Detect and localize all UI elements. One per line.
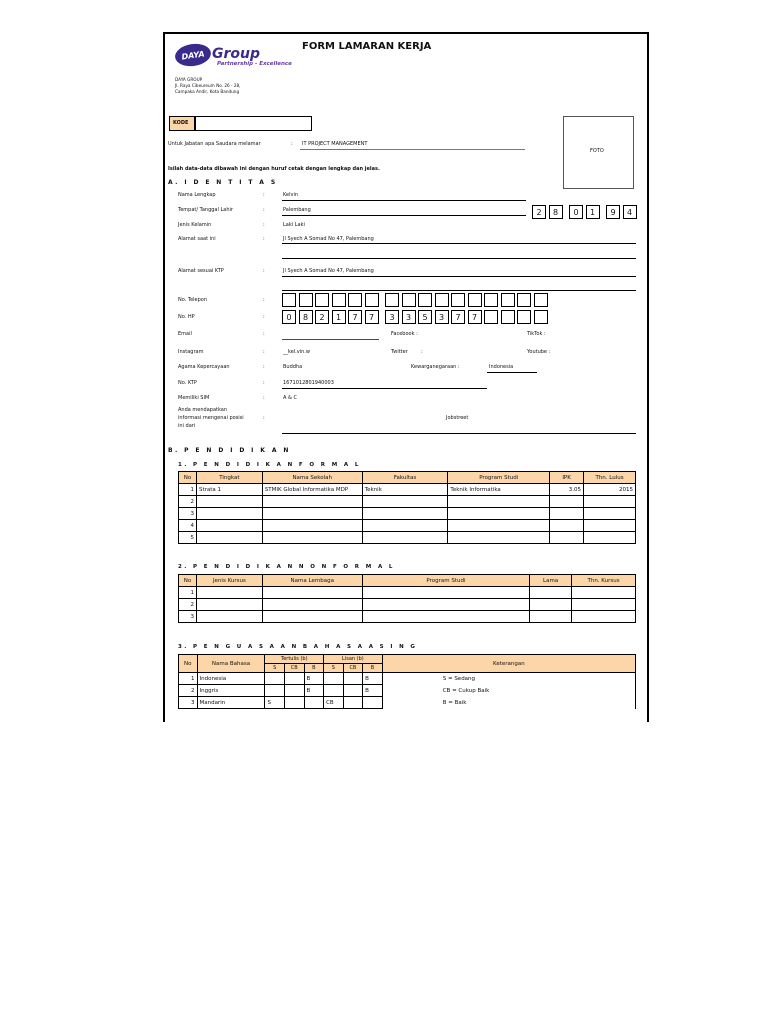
bahasa-subcol: S <box>324 664 344 673</box>
tanggal-lahir-digit-box[interactable]: 0 <box>569 205 583 219</box>
bahasa-level-cell[interactable] <box>343 673 363 685</box>
nonformal-col-header: Program Studi <box>362 575 530 587</box>
formal-col-header: Fakultas <box>362 472 448 484</box>
formal-col-header: Nama Sekolah <box>262 472 362 484</box>
bahasa-col-nama: Nama Bahasa <box>197 655 265 673</box>
table-row <box>179 508 636 520</box>
hp-digit-box[interactable] <box>517 310 531 324</box>
youtube-label: Youtube : <box>527 349 551 355</box>
hp-digit-box[interactable]: 1 <box>332 310 346 324</box>
bahasa-heading: 3. P E N G U A S A A N B A H A S A A S I N G <box>178 644 418 650</box>
nonformal-cell[interactable] <box>362 611 530 623</box>
nama-label: Nama Lengkap <box>178 192 216 198</box>
formal-cell[interactable] <box>196 520 262 532</box>
formal-cell[interactable] <box>196 508 262 520</box>
formal-cell[interactable] <box>262 508 362 520</box>
application-form-sheet: DAYA Group Partnership - Excellence FORM LAMARAN KERJA DAYA GROUP Jl. Raya Cibeureum No. 26 - 28, Campaka Andir, Kota Bandung KODE FOTO Untuk Jabatan apa Saudara melamar : IT PROJECT MANAGEMENT Isilah data-data dibawah ini dengan huruf cetak dengan lengkap dan jelas. A. I D E N T I T A S Nama Lengkap : Kelvin Tempat/ Tanggal Lahir : Palembang 2 8 0 1 9 4 Jenis Kelamin : Laki Laki Alamat saat ini : Jl Syech A Somad No 47, Palembang Alamat sesuai KTP : Jl Syech A Somad No 47, Palembang No. Telepon : No. HP : 0 8 2 1 7 7 3 3 5 3 7 7 Email : Facebook : TikTok : Instagram : __kel.vin.w Twitter : Youtube : Agama Kepercayaan : Buddha Kewarganegaraan : Indonesia No. KTP : 1671012801940003 Memiliki SIM : A & C Anda mendapatkan informasi mengenai posisi ini dari : Jobstreet B. P E N D I D I K A N 1. P E N D I D I K A N F O R M A L No Tingkat Nama Sekolah Fakultas Program Studi IPK Thn. Lulus 1 Strata 1 STMIK Global Informatika MDP Teknik Teknik Informatika 3.05 2015 2 3 4 5 2. P E N D I D I K A N N O N F O R M A L No Jenis Kursus Nama Lembaga Program Studi Lama Thn. Kursus 1 2 3 3. P E N G U A S A A N B A H A S A A S I N G No Nama Bahasa Tertulis (b) Lisan (b) Keterangan S CB B S CB B 1 Indonesia B B S = Sedang 2 Inggris B B CB = Cukup Baik 3 Mandarin S CB B = Baik <box>163 32 649 722</box>
bahasa-nama[interactable]: Inggris <box>197 685 265 697</box>
formal-cell[interactable] <box>584 520 636 532</box>
formal-cell[interactable]: 1 <box>179 484 197 496</box>
nonformal-col-header: Thn. Kursus <box>572 575 636 587</box>
bahasa-col-no: No <box>179 655 198 673</box>
telepon-digit-box[interactable] <box>468 293 482 307</box>
hp-digit-box[interactable] <box>484 310 498 324</box>
bahasa-level-cell[interactable] <box>284 685 304 697</box>
bahasa-level-cell[interactable] <box>324 673 344 685</box>
table-row <box>179 599 636 611</box>
bahasa-level-cell[interactable]: S <box>265 697 285 709</box>
pendidikan-nonformal-heading: 2. P E N D I D I K A N N O N F O R M A L <box>178 564 395 570</box>
telepon-digit-box[interactable] <box>315 293 329 307</box>
hp-label: No. HP <box>178 314 195 320</box>
ktp-value[interactable]: 1671012801940003 <box>283 380 334 386</box>
formal-cell[interactable] <box>550 508 584 520</box>
sim-value[interactable]: A & C <box>283 395 297 401</box>
bahasa-no: 1 <box>179 673 198 685</box>
formal-cell[interactable]: STMIK Global Informatika MDP <box>262 484 362 496</box>
bahasa-subcol: CB <box>284 664 304 673</box>
telepon-digit-box[interactable] <box>365 293 379 307</box>
ktp-label: No. KTP <box>178 380 197 386</box>
bahasa-keterangan: S = Sedang <box>382 673 635 685</box>
bahasa-col-tertulis: Tertulis (b) <box>265 655 324 664</box>
tanggal-lahir-digit-box[interactable]: 1 <box>586 205 600 219</box>
tanggal-lahir-digit-box[interactable]: 4 <box>623 205 637 219</box>
formal-cell[interactable] <box>362 508 448 520</box>
formal-cell[interactable] <box>362 520 448 532</box>
bahasa-nama[interactable]: Mandarin <box>197 697 265 709</box>
formal-cell[interactable]: 2 <box>179 496 197 508</box>
company-name: DAYA GROUP <box>175 77 203 82</box>
bahasa-level-cell[interactable] <box>363 697 383 709</box>
info-label-line1: Anda mendapatkan <box>178 407 228 413</box>
instruction-text: Isilah data-data dibawah ini dengan huruf cetak dengan lengkap dan jelas. <box>168 166 380 172</box>
section-identitas-heading: A. I D E N T I T A S <box>168 179 278 186</box>
tanggal-lahir-digit-box[interactable]: 8 <box>549 205 563 219</box>
logo-tagline: Partnership - Excellence <box>217 61 292 67</box>
nonformal-cell[interactable] <box>572 611 636 623</box>
formal-cell[interactable]: 4 <box>179 520 197 532</box>
alamat-ktp-label: Alamat sesuai KTP <box>178 268 224 274</box>
bahasa-keterangan: B = Baik <box>382 697 635 709</box>
alamat-ktp-value[interactable]: Jl Syech A Somad No 47, Palembang <box>283 268 374 274</box>
hp-digit-box[interactable]: 7 <box>468 310 482 324</box>
formal-cell[interactable] <box>262 532 362 544</box>
telepon-digit-box[interactable] <box>282 293 296 307</box>
agama-value[interactable]: Buddha <box>283 364 303 370</box>
bahasa-level-cell[interactable]: B <box>363 685 383 697</box>
form-title: FORM LAMARAN KERJA <box>302 41 432 52</box>
jabatan-label: Untuk Jabatan apa Saudara melamar <box>168 141 261 147</box>
formal-cell[interactable] <box>196 532 262 544</box>
instagram-label: Instagram <box>178 349 204 355</box>
bahasa-level-cell[interactable] <box>284 673 304 685</box>
bahasa-subcol: CB <box>343 664 363 673</box>
formal-cell[interactable] <box>262 520 362 532</box>
telepon-digit-box[interactable] <box>451 293 465 307</box>
jabatan-value[interactable]: IT PROJECT MANAGEMENT <box>302 141 368 147</box>
bahasa-level-cell[interactable]: B <box>304 673 324 685</box>
telepon-digit-box[interactable] <box>299 293 313 307</box>
hp-digit-box[interactable]: 7 <box>451 310 465 324</box>
bahasa-level-cell[interactable]: B <box>363 673 383 685</box>
bahasa-level-cell[interactable]: B <box>304 685 324 697</box>
hp-digit-box[interactable]: 7 <box>348 310 362 324</box>
nonformal-cell[interactable] <box>572 587 636 599</box>
agama-label: Agama Kepercayaan <box>178 364 230 370</box>
telepon-digit-box[interactable] <box>435 293 449 307</box>
formal-cell[interactable]: Strata 1 <box>196 484 262 496</box>
formal-cell[interactable] <box>362 532 448 544</box>
bahasa-keterangan: CB = Cukup Baik <box>382 685 635 697</box>
email-input[interactable] <box>282 339 379 340</box>
nonformal-cell[interactable] <box>196 599 262 611</box>
formal-cell[interactable] <box>362 496 448 508</box>
formal-cell[interactable] <box>448 508 550 520</box>
sim-label: Memiliki SIM <box>178 395 210 401</box>
kewarganegaraan-label: Kewarganegaraan : <box>411 364 460 370</box>
table-row <box>179 587 636 599</box>
bahasa-level-cell[interactable] <box>265 673 285 685</box>
formal-col-header: No <box>179 472 197 484</box>
nonformal-cell[interactable] <box>362 587 530 599</box>
hp-digit-box[interactable]: 0 <box>282 310 296 324</box>
section-pendidikan-heading: B. P E N D I D I K A N <box>168 447 291 454</box>
jenis-kelamin-label: Jenis Kelamin <box>178 222 212 228</box>
bahasa-subcol: B <box>304 664 324 673</box>
nonformal-cell[interactable] <box>530 599 572 611</box>
nonformal-col-header: No <box>179 575 197 587</box>
telepon-digit-box[interactable] <box>501 293 515 307</box>
photo-label: FOTO <box>590 148 604 154</box>
formal-cell[interactable] <box>584 532 636 544</box>
kode-label-box <box>169 116 195 131</box>
formal-cell[interactable] <box>448 520 550 532</box>
nonformal-cell[interactable] <box>530 611 572 623</box>
photo-box[interactable] <box>563 116 634 189</box>
formal-cell[interactable]: Teknik <box>362 484 448 496</box>
email-label: Email <box>178 331 192 337</box>
nonformal-cell[interactable] <box>572 599 636 611</box>
tempat-lahir-value[interactable]: Palembang <box>283 207 311 213</box>
formal-cell[interactable] <box>550 532 584 544</box>
formal-cell[interactable] <box>550 496 584 508</box>
hp-digit-box[interactable] <box>501 310 515 324</box>
pendidikan-formal-table <box>178 471 636 544</box>
info-label-line3: ini dari <box>178 423 196 429</box>
nonformal-cell[interactable] <box>262 587 362 599</box>
ttl-label: Tempat/ Tanggal Lahir <box>178 207 233 213</box>
bahasa-nama[interactable]: Indonesia <box>197 673 265 685</box>
telepon-digit-box[interactable] <box>348 293 362 307</box>
company-address-line2: Campaka Andir, Kota Bandung <box>175 89 240 94</box>
formal-cell[interactable] <box>196 496 262 508</box>
instagram-value[interactable]: __kel.vin.w <box>283 349 310 355</box>
tiktok-label: TikTok : <box>527 331 546 337</box>
formal-col-header: Program Studi <box>448 472 550 484</box>
hp-digit-box[interactable]: 2 <box>315 310 329 324</box>
formal-cell[interactable]: Teknik Informatika <box>448 484 550 496</box>
facebook-label: Facebook : <box>391 331 418 337</box>
nonformal-cell[interactable] <box>362 599 530 611</box>
telepon-digit-box[interactable] <box>332 293 346 307</box>
jabatan-colon: : <box>291 141 293 147</box>
table-row <box>179 611 636 623</box>
pendidikan-nonformal-table <box>178 574 636 623</box>
telepon-digit-box[interactable] <box>534 293 548 307</box>
formal-cell[interactable] <box>262 496 362 508</box>
kewarganegaraan-value[interactable]: Indonesia <box>489 364 514 370</box>
table-row <box>179 532 636 544</box>
bahasa-level-cell[interactable] <box>343 685 363 697</box>
hp-digit-box[interactable]: 8 <box>299 310 313 324</box>
bahasa-no: 3 <box>179 697 198 709</box>
table-row <box>179 484 636 496</box>
bahasa-no: 2 <box>179 685 198 697</box>
bahasa-level-cell[interactable] <box>265 685 285 697</box>
nonformal-cell[interactable] <box>530 587 572 599</box>
bahasa-level-cell[interactable] <box>284 697 304 709</box>
nama-value[interactable]: Kelvin <box>283 192 299 198</box>
formal-cell[interactable]: 3.05 <box>550 484 584 496</box>
logo-mark: DAYA <box>174 42 213 69</box>
info-label-line2: informasi mengenai posisi <box>178 415 244 421</box>
hp-digit-box[interactable]: 7 <box>365 310 379 324</box>
nonformal-cell[interactable]: 3 <box>179 611 197 623</box>
formal-col-header: Thn. Lulus <box>584 472 636 484</box>
kode-input[interactable] <box>195 116 312 131</box>
twitter-label: Twitter <box>391 349 408 355</box>
table-row <box>179 673 636 685</box>
alamat-label: Alamat saat ini <box>178 236 216 242</box>
bahasa-level-cell[interactable] <box>343 697 363 709</box>
bahasa-table <box>178 654 636 709</box>
bahasa-col-lisan: Lisan (b) <box>324 655 383 664</box>
hp-digit-box[interactable]: 3 <box>435 310 449 324</box>
bahasa-level-cell[interactable] <box>324 685 344 697</box>
formal-cell[interactable] <box>448 532 550 544</box>
nonformal-cell[interactable]: 1 <box>179 587 197 599</box>
formal-cell[interactable]: 2015 <box>584 484 636 496</box>
formal-cell[interactable] <box>448 496 550 508</box>
table-row <box>179 685 636 697</box>
hp-digit-box[interactable]: 3 <box>385 310 399 324</box>
telepon-digit-box[interactable] <box>418 293 432 307</box>
nonformal-col-header: Nama Lembaga <box>262 575 362 587</box>
bahasa-level-cell[interactable]: CB <box>324 697 344 709</box>
nonformal-cell[interactable] <box>196 611 262 623</box>
info-source-value[interactable]: Jobstreet <box>446 415 469 421</box>
telepon-label: No. Telepon <box>178 297 208 303</box>
telepon-digit-box[interactable] <box>517 293 531 307</box>
pendidikan-formal-heading: 1. P E N D I D I K A N F O R M A L <box>178 462 361 468</box>
nonformal-col-header: Jenis Kursus <box>196 575 262 587</box>
nonformal-cell[interactable]: 2 <box>179 599 197 611</box>
formal-cell[interactable] <box>584 508 636 520</box>
hp-digit-box[interactable]: 5 <box>418 310 432 324</box>
table-row <box>179 697 636 709</box>
nonformal-col-header: Lama <box>530 575 572 587</box>
formal-col-header: Tingkat <box>196 472 262 484</box>
formal-cell[interactable]: 3 <box>179 508 197 520</box>
hp-digit-box[interactable] <box>534 310 548 324</box>
company-address-line1: Jl. Raya Cibeureum No. 26 - 28, <box>175 83 241 88</box>
logo-word: Group <box>212 46 261 62</box>
formal-cell[interactable]: 5 <box>179 532 197 544</box>
telepon-digit-box[interactable] <box>385 293 399 307</box>
kode-label: KODE <box>173 120 189 126</box>
hp-digit-box[interactable]: 3 <box>402 310 416 324</box>
nonformal-cell[interactable] <box>196 587 262 599</box>
telepon-digit-box[interactable] <box>402 293 416 307</box>
tanggal-lahir-digit-box[interactable]: 9 <box>606 205 620 219</box>
bahasa-level-cell[interactable] <box>304 697 324 709</box>
formal-cell[interactable] <box>550 520 584 532</box>
alamat-value[interactable]: Jl Syech A Somad No 47, Palembang <box>283 236 374 242</box>
bahasa-subcol: S <box>265 664 285 673</box>
nonformal-cell[interactable] <box>262 611 362 623</box>
table-row <box>179 496 636 508</box>
jenis-kelamin-value[interactable]: Laki Laki <box>283 222 305 228</box>
bahasa-col-keterangan: Keterangan <box>382 655 635 673</box>
nonformal-cell[interactable] <box>262 599 362 611</box>
table-row <box>179 520 636 532</box>
telepon-digit-box[interactable] <box>484 293 498 307</box>
formal-col-header: IPK <box>550 472 584 484</box>
formal-cell[interactable] <box>584 496 636 508</box>
bahasa-subcol: B <box>363 664 383 673</box>
tanggal-lahir-digit-box[interactable]: 2 <box>532 205 546 219</box>
